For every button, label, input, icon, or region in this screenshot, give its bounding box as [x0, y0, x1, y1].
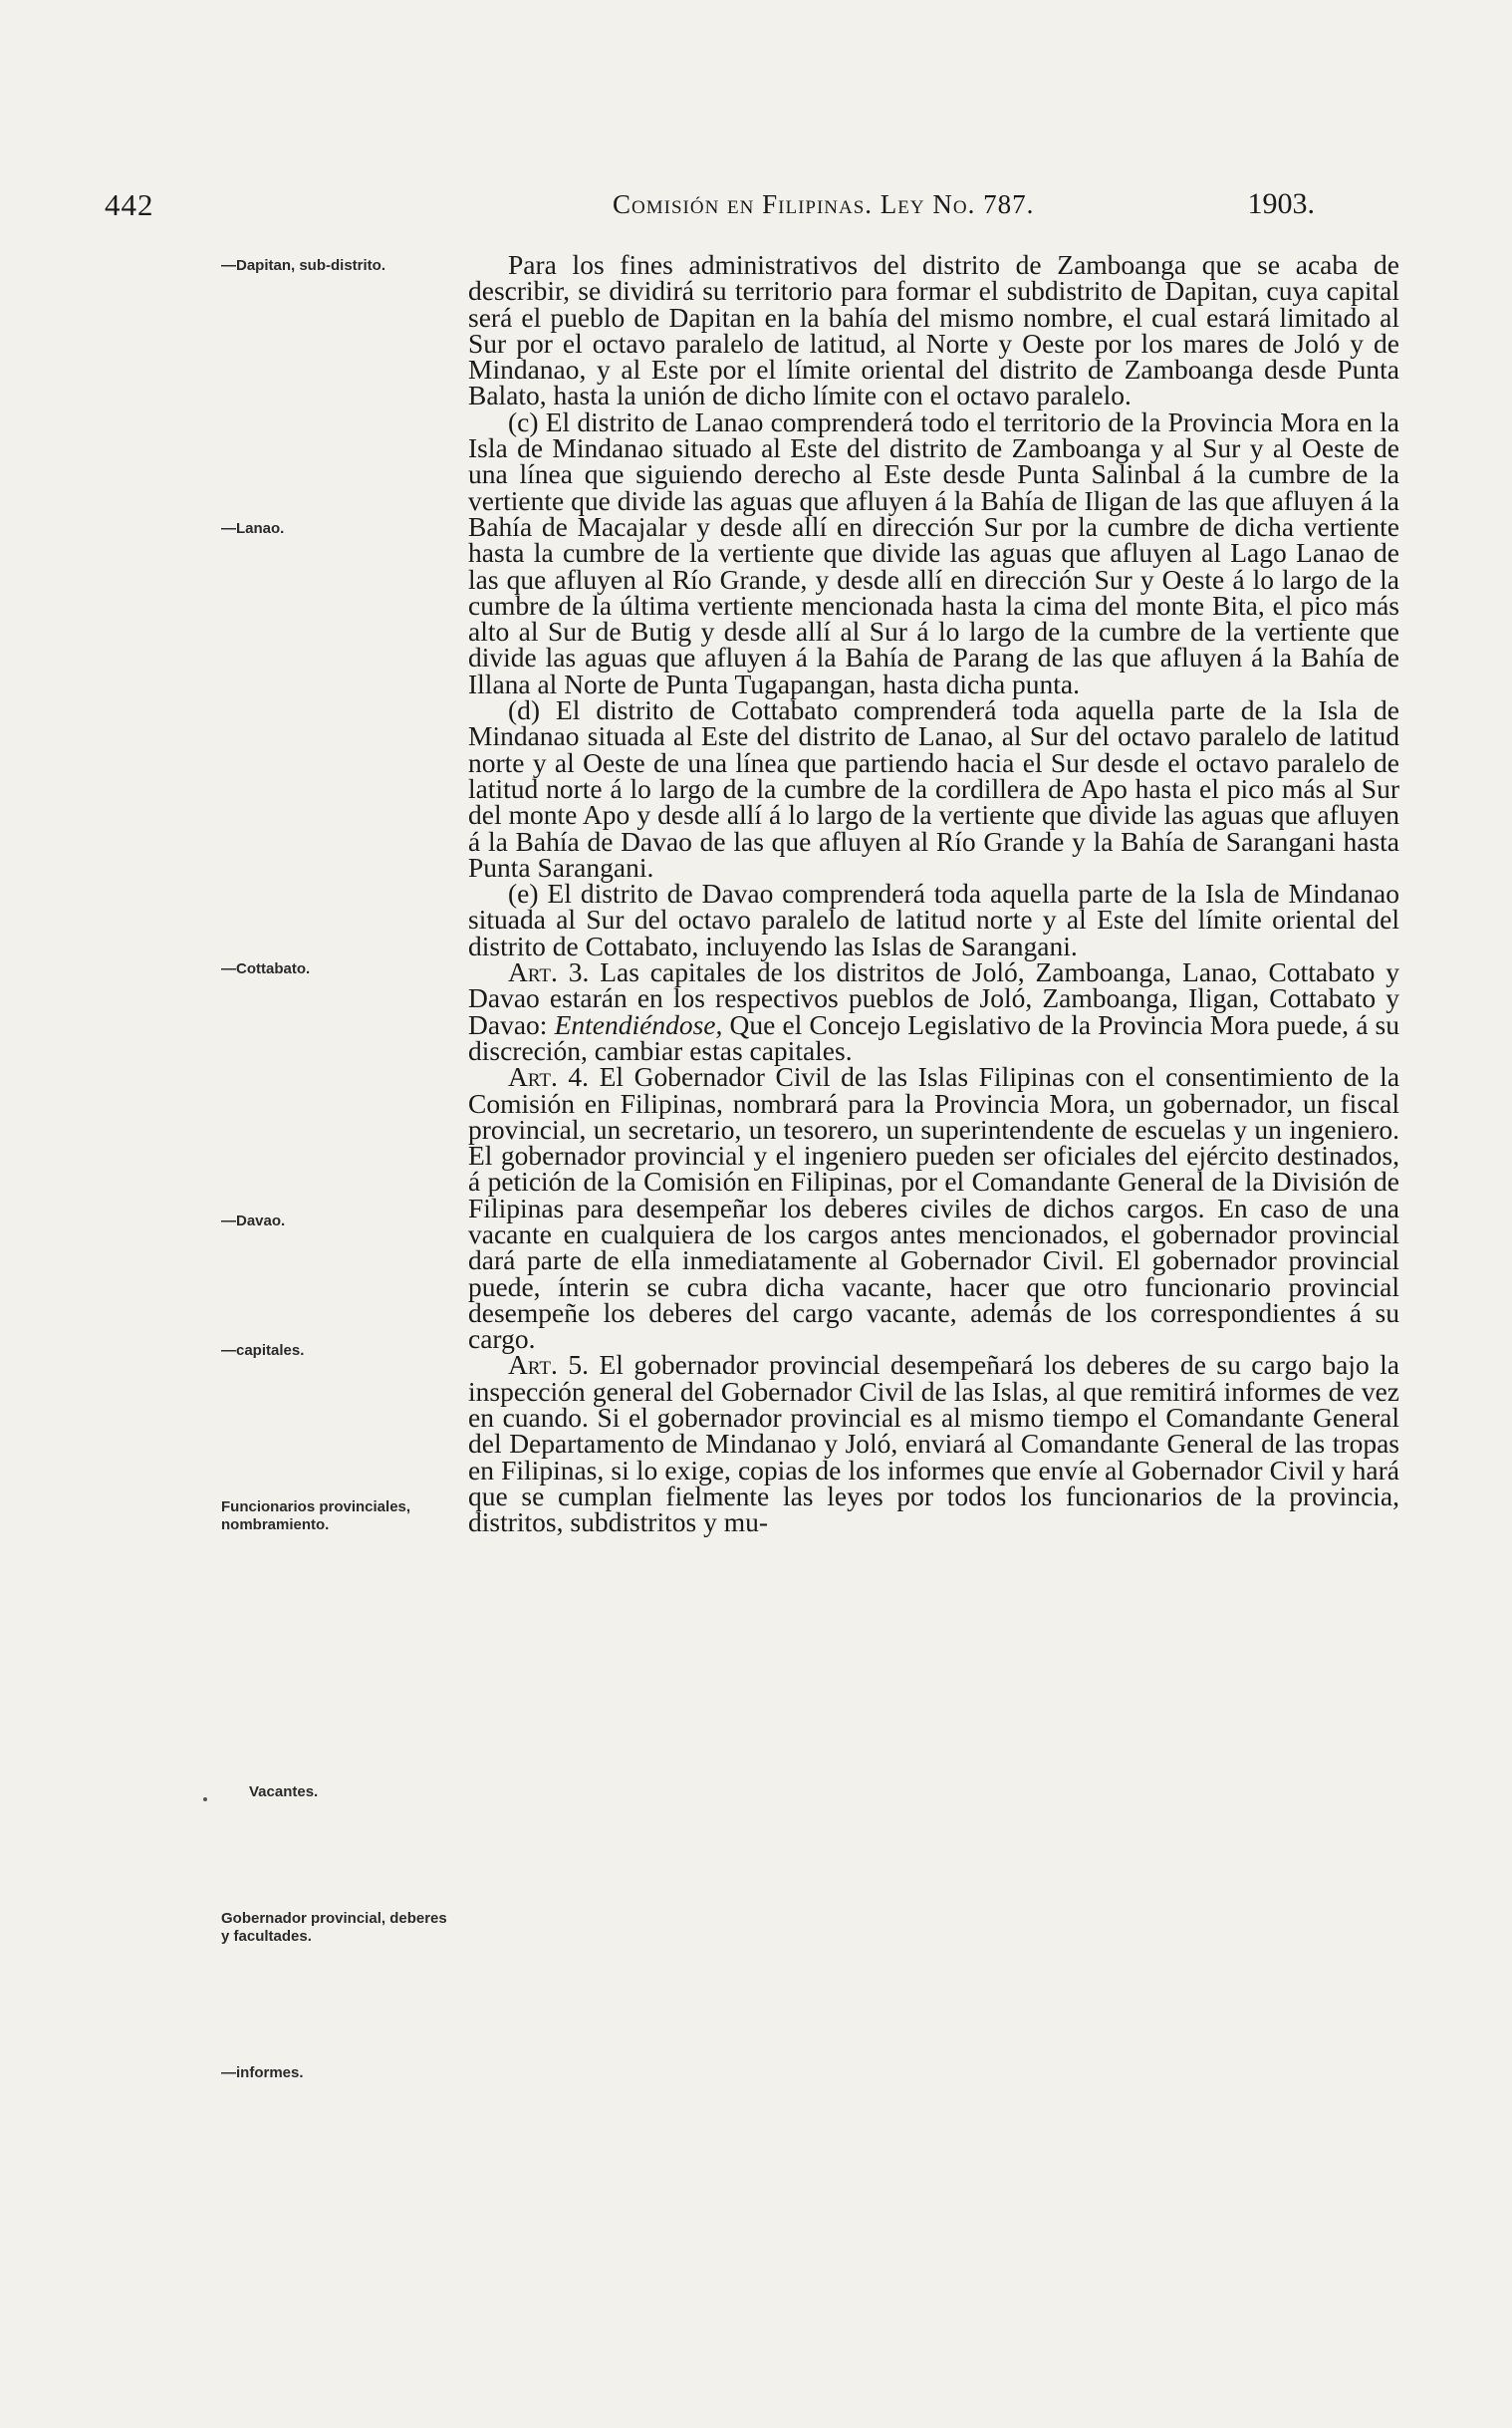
- sidenote-capitales: —capitales.: [221, 1342, 305, 1359]
- body-text: [468, 249, 1400, 1538]
- paragraph-art-3: [468, 956, 1399, 1066]
- article-text-continued: Que el Concejo Legislativo de la Provincia Mora puede, á su discreción, cambiar estas capitales.: [468, 1008, 1399, 1066]
- running-head: Comisión en Filipinas. Ley No. 787.: [613, 189, 1035, 219]
- article-proviso: Entendiéndose,: [554, 1008, 723, 1040]
- sidenote-funcionarios: Funcionarios provinciales, nombramiento.: [221, 1498, 411, 1533]
- paragraph-cottabato: (d) El distrito de Cottabato comprenderá toda aquella parte de la Isla de Mindanao situada al Este del distrito de Lanao, al Sur del octavo paralelo de latitud norte y al Oeste de una línea que partiendo hacia el Sur desde el octavo paralelo de latitud norte á lo largo de la cumbre de la cordillera de Apo hasta el pico más al Sur del monte Apo y desde allí á lo largo de la vertiente que divide las aguas que afluyen á la Bahía de Davao de las que afluyen al Río Grande y la Bahía de Sarangani hasta Punta Sarangani.: [468, 694, 1399, 883]
- page-number: 442: [105, 187, 154, 222]
- page-header: [105, 187, 1315, 227]
- paragraph-art-5: [468, 1349, 1399, 1538]
- article-text: El Gobernador Civil de las Islas Filipinas con el consentimiento de la Comisión en Filipinas, nombrará para la Provincia Mora, un gobernador, un fiscal provincial, un secretario, un tesorero, un superintendente de escuelas y un ingeniero. El gobernador provincial y el ingeniero pueden ser oficiales del ejército destinados, á petición de la Comisión en Filipinas, por el Comandante General de la División de Filipinas para desempeñar los deberes civiles de dichos cargos. En caso de una vacante en cualquiera de los cargos antes mencionados, el gobernador provincial dará parte de ella inmediatamente al Gobernador Civil. El gobernador provincial puede, ínterin se cubra dicha vacante, hacer que otro funcionario provincial desempeñe los deberes del cargo vacante, además de los correspondientes á su cargo.: [468, 1061, 1400, 1355]
- sidenote-lanao: —Lanao.: [221, 520, 285, 537]
- article-number: Art. 5.: [508, 1349, 589, 1381]
- article-number: Art. 3.: [508, 956, 590, 988]
- running-head-year: 1903.: [1247, 187, 1315, 220]
- sidenote-cottabato: —Cottabato.: [221, 960, 311, 977]
- sidenote-informes: —informes.: [221, 2064, 304, 2081]
- sidenote-dapitan: —Dapitan, sub-distrito.: [221, 257, 385, 274]
- article-text: El gobernador provincial desempeñará los deberes de su cargo bajo la inspección general del Gobernador Civil de las Islas, al que remitirá informes de vez en cuando. Si el gobernador provincial es al mismo tiempo el Comandante General del Departamento de Mindanao y Joló, enviará al Comandante General de las tropas en Filipinas, si lo exige, copias de los informes que envíe al Gobernador Civil y hará que se cumplan fielmente las leyes por todos los funcionarios de la provincia, distritos, subdistritos y mu-: [468, 1349, 1399, 1538]
- paragraph-dapitan: Para los fines administrativos del distrito de Zamboanga que se acaba de describir, se dividirá su territorio para formar el subdistrito de Dapitan, cuya capital será el pueblo de Dapitan en la bahía del mismo nombre, el cual estará limitado al Sur por el octavo paralelo de latitud, al Norte y Oeste por los mares de Joló y de Mindanao, y al Este por el límite oriental del distrito de Zamboanga desde Punta Balato, hasta la unión de dicho límite con el octavo paralelo.: [468, 249, 1399, 411]
- article-text: Las capitales de los distritos de Joló, Zamboanga, Lanao, Cottabato y Davao estarán en los respectivos pueblos de Joló, Zamboanga, Iligan, Cottabato y Davao:: [468, 956, 1399, 1040]
- article-number: Art. 4.: [508, 1061, 590, 1093]
- sidenote-vacantes: Vacantes.: [249, 1783, 319, 1800]
- paragraph-lanao: (c) El distrito de Lanao comprenderá todo el territorio de la Provincia Mora en la Isla de Mindanao situado al Este del distrito de Zamboanga y al Sur y al Oeste de una línea que siguiendo derecho al Este desde Punta Salinbal á la cumbre de la vertiente que divide las aguas que afluyen á la Bahía de Iligan de las que afluyen á la Bahía de Macajalar y desde allí en dirección Sur por la cumbre de dicha vertiente hasta la cumbre de la vertiente que divide las aguas que afluyen al Lago Lanao de las que afluyen al Río Grande, y desde allí en dirección Sur y Oeste á lo largo de la cumbre de la última vertiente mencionada hasta la cima del monte Bita, el pico más alto al Sur de Butig y desde allí al Sur á lo largo de la cumbre de la vertiente que divide las aguas que afluyen á la Bahía de Parang de las que afluyen á la Bahía de Illana al Norte de Punta Tugapangan, hasta dicha punta.: [468, 405, 1399, 699]
- paragraph-davao: (e) El distrito de Davao comprenderá toda aquella parte de la Isla de Mindanao situada al Sur del octavo paralelo de latitud norte y al Este del límite oriental del distrito de Cottabato, incluyendo las Islas de Sarangani.: [468, 878, 1399, 961]
- sidenote-davao: —Davao.: [221, 1213, 286, 1229]
- sidenote-gobernador: Gobernador provincial, deberes y facultades.: [221, 1910, 447, 1945]
- margin-mark: [203, 1797, 207, 1801]
- paragraph-art-4: [468, 1061, 1400, 1355]
